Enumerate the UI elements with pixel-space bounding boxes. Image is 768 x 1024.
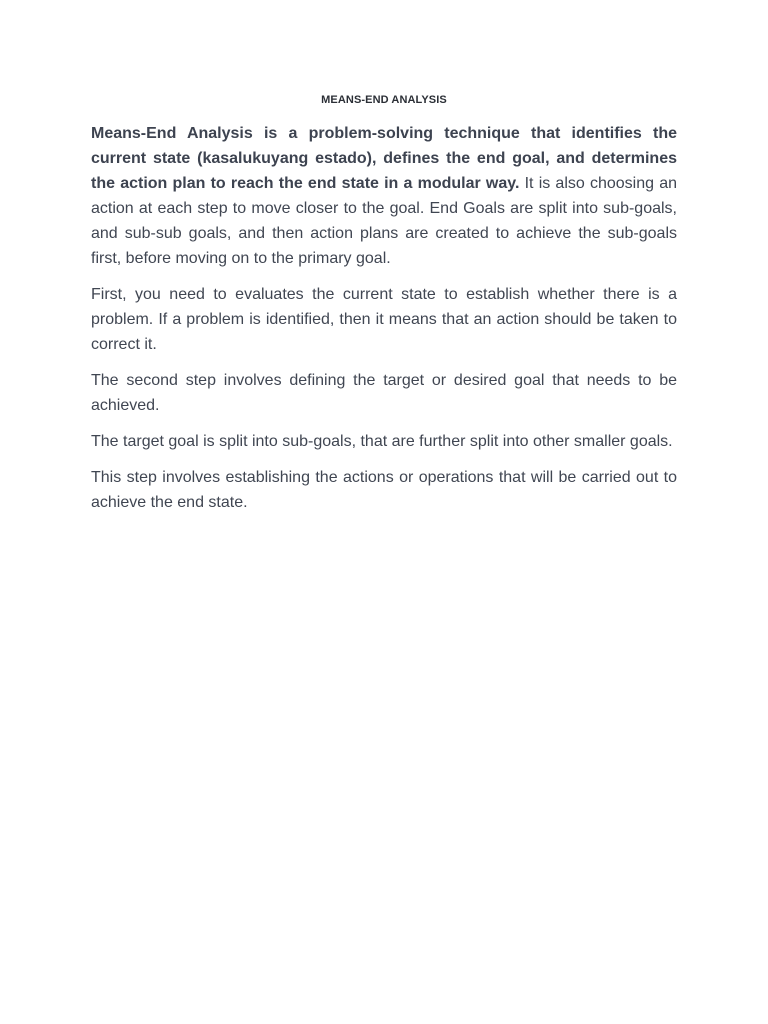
paragraph-second-step: The second step involves defining the target or desired goal that needs to be achieved. <box>91 372 677 414</box>
definition-text: It is also choosing an action at each step to move closer to the goal. End Goals are split into sub-goals, and sub-sub goals, and then action plans are created to achieve the sub-goals first, before moving on to the primary goal. <box>91 175 678 267</box>
page-title: MEANS-END ANALYSIS <box>321 94 447 106</box>
paragraph-first-step: First, you need to evaluates the current state to establish whether there is a problem. If a problem is identified, then it means that an action should be taken to correct it. <box>91 286 677 353</box>
paragraph-sub-goals: The target goal is split into sub-goals, that are further split into other smaller goals. <box>91 433 673 450</box>
paragraph-actions: This step involves establishing the actions or operations that will be carried out to achieve the end state. <box>91 469 677 511</box>
definition-bold-lead: Means-End Analysis is a problem-solving technique that identifies the current state (kasalukuyang estado), defines the end goal, and determines the action plan to reach the end state in a modular way. <box>91 125 677 192</box>
paragraph-definition <box>91 121 677 271</box>
document-body <box>91 121 677 526</box>
